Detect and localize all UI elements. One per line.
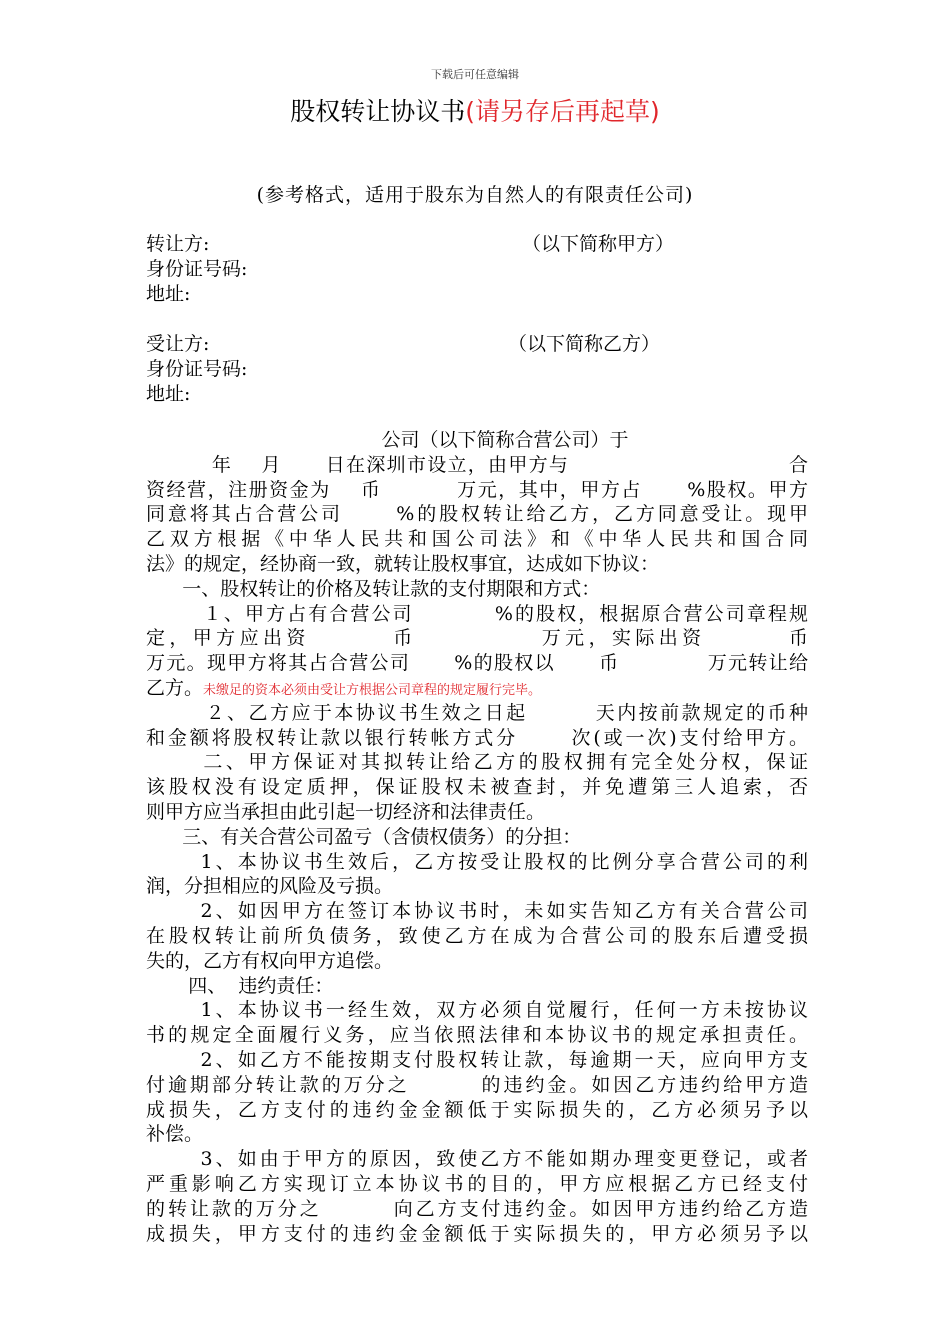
body-line: 和金额将股权转让款以银行转帐方式分 次(或一次)支付给甲方。 [146,726,808,749]
body-line: 补偿。 [146,1123,204,1146]
page-title [0,92,950,128]
body-line: 公司（以下简称合营公司）于 [146,429,629,451]
body-line-text: 乙方。 [146,676,204,699]
title-main: 股权转让协议书 [290,97,466,126]
body-line: 四、 违约责任： [146,974,334,997]
title-note: (请另存后再起草) [465,97,660,126]
transferee-block [146,332,826,407]
transferor-label: 转让方: [146,233,210,255]
body-line: 成损失，乙方支付的违约金金额低于实际损失的，乙方必须另予以 [146,1098,808,1121]
body-line: 润，分担相应的风险及亏损。 [146,875,394,898]
transferor-id-label: 身份证号码: [146,258,248,280]
body-line: 2、如乙方不能按期支付股权转让款，每逾期一天，应向甲方支 [146,1048,808,1071]
body-line: 一、股权转让的价格及转让款的支付期限和方式： [146,577,601,600]
body-line: 成损失，甲方支付的违约金金额低于实际损失的，甲方必须另予以 [146,1222,808,1245]
body-line: 定，甲方应出资 币 万元，实际出资 币 [146,627,808,650]
body-line: 2、如因甲方在签订本协议书时，未如实告知乙方有关合营公司 [146,900,808,923]
transferee-id-label: 身份证号码: [146,358,248,380]
body-line: 3、如由于甲方的原因，致使乙方不能如期办理变更登记，或者 [146,1148,808,1171]
body-line: 该股权没有设定质押，保证股权未被查封，并免遭第三人追索，否 [146,776,808,799]
body-line: １、甲方占有合营公司 %的股权，根据原合营公司章程规 [146,602,808,625]
red-note: 未缴足的资本必须由受让方根据公司章程的规定履行完毕。 [203,682,542,698]
body-line: 二、甲方保证对其拟转让给乙方的股权拥有完全处分权，保证 [146,751,808,774]
transferor-address-label: 地址: [146,283,191,305]
transferee-alias: （以下简称乙方） [508,333,661,355]
body-line: 年 月 日在深圳市设立，由甲方与 合 [146,453,808,476]
body-line: 资经营，注册资金为 币 万元，其中，甲方占 %股权。甲方 [146,478,808,501]
body-line: 法》的规定，经协商一致，就转让股权事宜，达成如下协议： [146,552,660,575]
body-line: 严重影响乙方实现订立本协议书的目的，甲方应根据乙方已经支付 [146,1172,808,1195]
body-line: 失的，乙方有权向甲方追偿。 [146,949,394,972]
body-line: 1、本协议书生效后，乙方按受让股权的比例分享合营公司的利 [146,850,808,873]
body-line: 在股权转让前所负债务，致使乙方在成为合营公司的股东后遭受损 [146,924,808,947]
header-note: 下载后可任意编辑 [431,68,519,81]
transferee-address-label: 地址: [146,383,191,405]
body-line: 1、本协议书一经生效，双方必须自觉履行，任何一方未按协议 [146,999,808,1022]
transferee-label: 受让方: [146,333,210,355]
body-line: 付逾期部分转让款的万分之 的违约金。如因乙方违约给甲方造 [146,1073,808,1096]
body-line: 同意将其占合营公司 %的股权转让给乙方，乙方同意受让。现甲 [146,503,808,526]
subtitle: (参考格式，适用于股东为自然人的有限责任公司) [256,184,694,206]
agreement-body [146,428,808,1246]
transferor-block [146,232,826,307]
transferor-alias: （以下简称甲方） [522,233,675,255]
body-line: 的转让款的万分之 向乙方支付违约金。如因甲方违约给乙方造 [146,1197,808,1220]
body-line: ２、乙方应于本协议书生效之日起 天内按前款规定的币种 [146,701,808,724]
body-line: 三、有关合营公司盈亏（含债权债务）的分担： [146,825,582,848]
body-line: 万元。现甲方将其占合营公司 %的股权以 币 万元转让给 [146,652,808,675]
body-line [146,676,808,701]
body-line: 乙双方根据《中华人民共和国公司法》和《中华人民共和国合同 [146,528,808,551]
body-line: 则甲方应当承担由此引起一切经济和法律责任。 [146,800,546,823]
body-line: 书的规定全面履行义务，应当依照法律和本协议书的规定承担责任。 [146,1024,808,1047]
